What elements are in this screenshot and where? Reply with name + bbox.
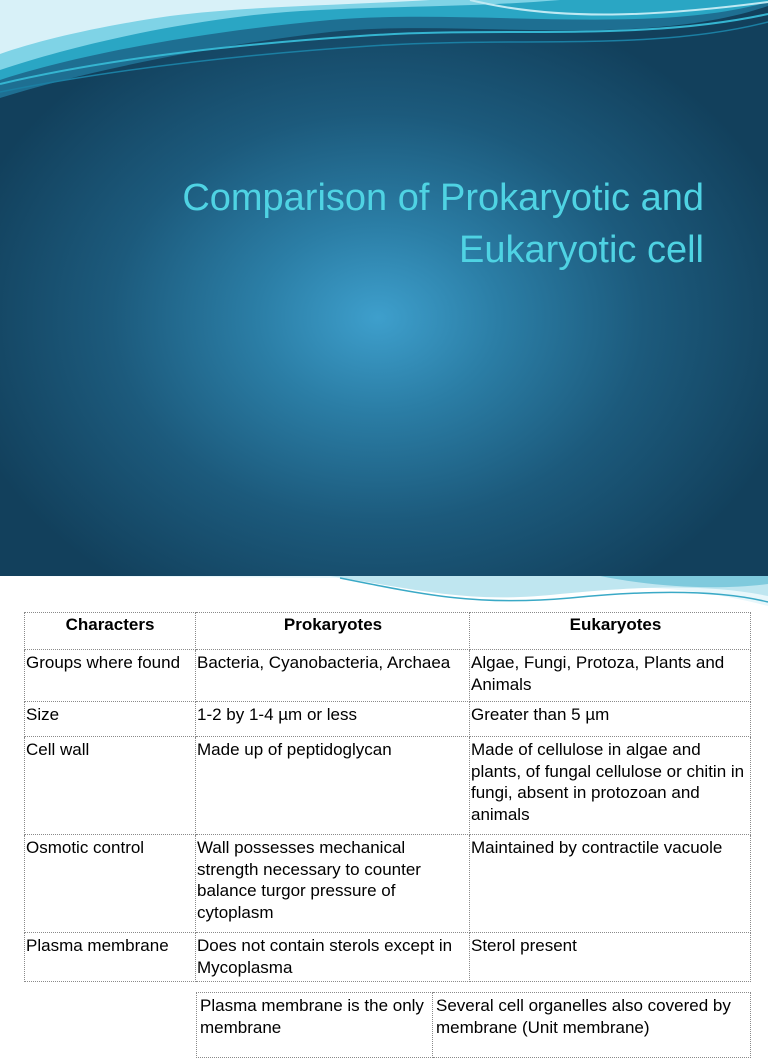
table-header-row (25, 613, 751, 650)
comparison-table (24, 612, 751, 982)
header-prokaryotes: Prokaryotes (196, 613, 470, 650)
slide-title: Comparison of Prokaryotic and Eukaryotic cell (182, 177, 704, 271)
prokaryote-cell: Does not contain sterols except in Mycoplasma (196, 933, 470, 982)
prokaryote-cell: Bacteria, Cyanobacteria, Archaea (196, 650, 470, 702)
table-slide (0, 576, 768, 1037)
eukaryote-cell: Sterol present (470, 933, 751, 982)
prokaryote-cell: 1-2 by 1-4 µm or less (196, 702, 470, 737)
character-cell: Osmotic control (25, 835, 196, 933)
character-cell: Groups where found (25, 650, 196, 702)
eukaryote-cell: Algae, Fungi, Protoza, Plants and Animals (470, 650, 751, 702)
character-cell: Cell wall (25, 737, 196, 835)
eukaryote-cell: Made of cellulose in algae and plants, of fungal cellulose or chitin in fungi, absent in protozoan and animals (470, 737, 751, 835)
wave-decoration-top (0, 0, 768, 110)
table-row (197, 993, 751, 1058)
eukaryote-cell: Several cell organelles also covered by membrane (Unit membrane) (433, 993, 751, 1058)
table-row (25, 835, 751, 933)
header-characters: Characters (25, 613, 196, 650)
continuation-table (196, 992, 751, 1058)
eukaryote-cell: Maintained by contractile vacuole (470, 835, 751, 933)
prokaryote-cell: Plasma membrane is the only membrane (197, 993, 433, 1058)
character-cell: Size (25, 702, 196, 737)
header-eukaryotes: Eukaryotes (470, 613, 751, 650)
table-row (25, 650, 751, 702)
prokaryote-cell: Made up of peptidoglycan (196, 737, 470, 835)
table-row (25, 702, 751, 737)
table-row (25, 737, 751, 835)
character-cell: Plasma membrane (25, 933, 196, 982)
eukaryote-cell: Greater than 5 µm (470, 702, 751, 737)
prokaryote-cell: Wall possesses mechanical strength necessary to counter balance turgor pressure of cytoplasm (196, 835, 470, 933)
table-row (25, 933, 751, 982)
